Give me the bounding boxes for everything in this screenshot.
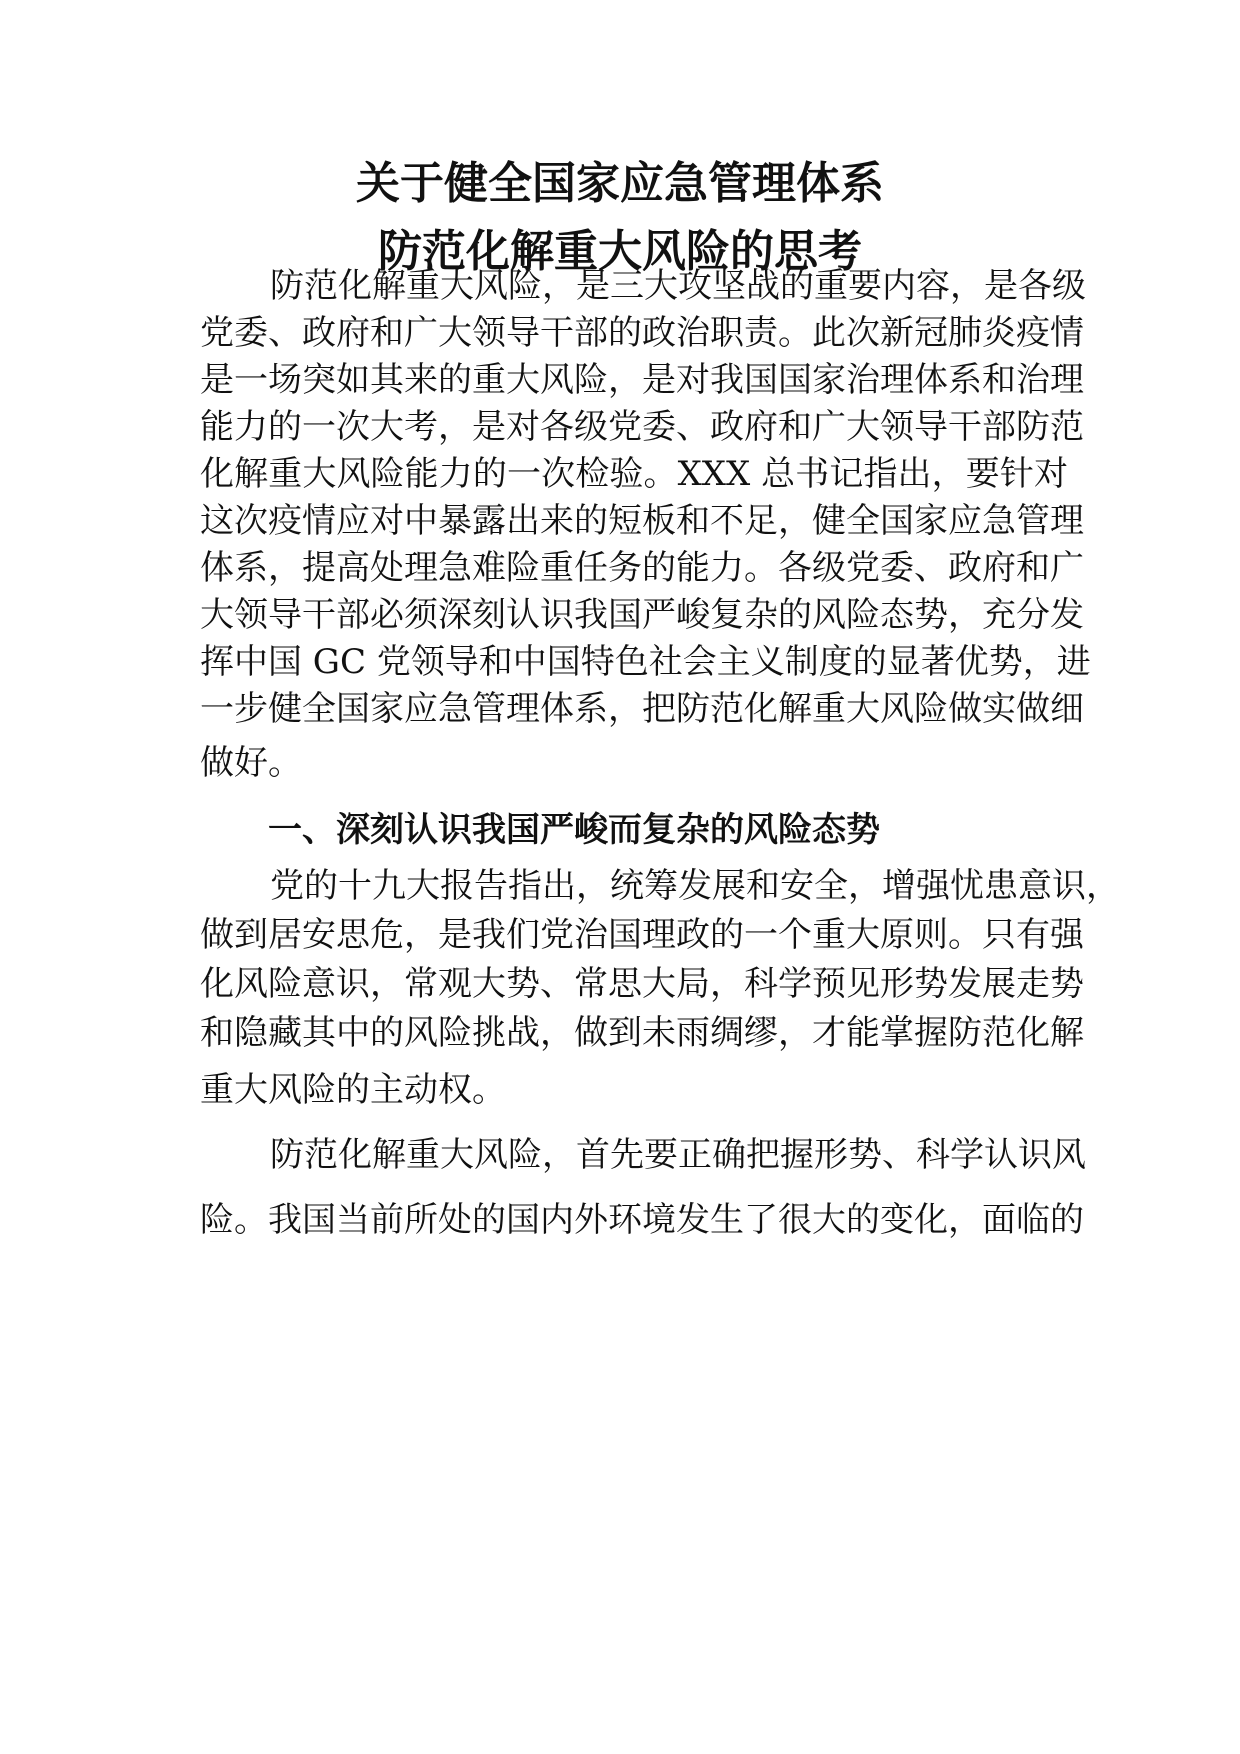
paragraph-1-line: 能力的一次大考，是对各级党委、政府和广大领导干部防范 (200, 407, 1084, 447)
paragraph-1-line: 防范化解重大风险，是三大攻坚战的重要内容，是各级 (270, 266, 1086, 306)
paragraph-1-line: 化解重大风险能力的一次检验。XXX 总书记指出，要针对 (200, 454, 1068, 494)
paragraph-2-line: 重大风险的主动权。 (200, 1070, 506, 1110)
paragraph-1-line: 一步健全国家应急管理体系，把防范化解重大风险做实做细 (200, 689, 1084, 729)
paragraph-2-line: 和隐藏其中的风险挑战，做到未雨绸缪，才能掌握防范化解 (200, 1013, 1084, 1053)
paragraph-1-line: 做好。 (200, 743, 302, 783)
paragraph-2-line: 化风险意识，常观大势、常思大局，科学预见形势发展走势 (200, 964, 1084, 1004)
paragraph-1-line: 大领导干部必须深刻认识我国严峻复杂的风险态势，充分发 (200, 595, 1084, 635)
paragraph-3-line: 防范化解重大风险，首先要正确把握形势、科学认识风 (270, 1135, 1086, 1175)
paragraph-1-line: 这次疫情应对中暴露出来的短板和不足，健全国家应急管理 (200, 501, 1084, 541)
paragraph-2-line: 做到居安思危，是我们党治国理政的一个重大原则。只有强 (200, 915, 1084, 955)
document-title-line-2: 防范化解重大风险的思考 (378, 226, 862, 277)
paragraph-1-line: 党委、政府和广大领导干部的政治职责。此次新冠肺炎疫情 (200, 313, 1084, 353)
paragraph-1-line: 是一场突如其来的重大风险，是对我国国家治理体系和治理 (200, 360, 1084, 400)
paragraph-1-line: 体系，提高处理急难险重任务的能力。各级党委、政府和广 (200, 548, 1084, 588)
paragraph-3-line: 险。我国当前所处的国内外环境发生了很大的变化，面临的 (200, 1200, 1084, 1240)
document-title-line-1: 关于健全国家应急管理体系 (356, 158, 884, 209)
paragraph-2-line: 党的十九大报告指出，统筹发展和安全，增强忧患意识， (270, 866, 1120, 906)
paragraph-1-line: 挥中国 GC 党领导和中国特色社会主义制度的显著优势，进 (200, 642, 1091, 682)
section-1-heading: 一、深刻认识我国严峻而复杂的风险态势 (268, 810, 880, 850)
